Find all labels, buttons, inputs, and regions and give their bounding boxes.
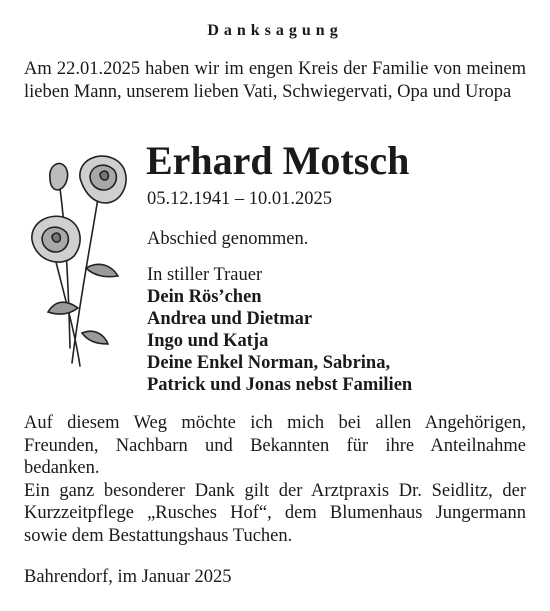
farewell-text: Abschied genommen. [147,229,309,249]
thanks-paragraph: Auf diesem Weg möchte ich mich bei allen Angehörigen, Freunden, Nachbarn und Bekannten für ihre Anteilnahme bedanken. [24,413,526,478]
mourner-line: Andrea und Dietmar [147,309,313,329]
thanks-paragraph-special: Ein ganz besonderer Dank gilt der Arztpraxis Dr. Seidlitz, der Kurzzeitpflege „Rusches Hof“, dem Blumenhaus Jungermann sowie dem Bestattungshaus Tuchen. [24,480,526,546]
mourning-intro: In stiller Trauer [147,265,263,285]
mourner-line: Deine Enkel Norman, Sabrina, [147,353,391,373]
thanks-block [24,412,526,547]
place-date: Bahrendorf, im Januar 2025 [24,567,232,587]
roses-icon [20,148,140,373]
mourners-block [147,264,412,396]
mourner-line: Patrick und Jonas nebst Familien [147,375,413,395]
mourner-line: Dein Rös’chen [147,287,262,307]
deceased-name: Erhard Motsch [146,138,410,183]
life-dates: 05.12.1941 – 10.01.2025 [147,189,332,209]
mourner-line: Ingo und Katja [147,331,269,351]
intro-text: Am 22.01.2025 haben wir im engen Kreis der Familie von meinem lieben Mann, unserem lieben Vati, Schwiegervati, Opa und Uropa [24,59,526,102]
notice-heading: Danksagung [207,22,343,39]
